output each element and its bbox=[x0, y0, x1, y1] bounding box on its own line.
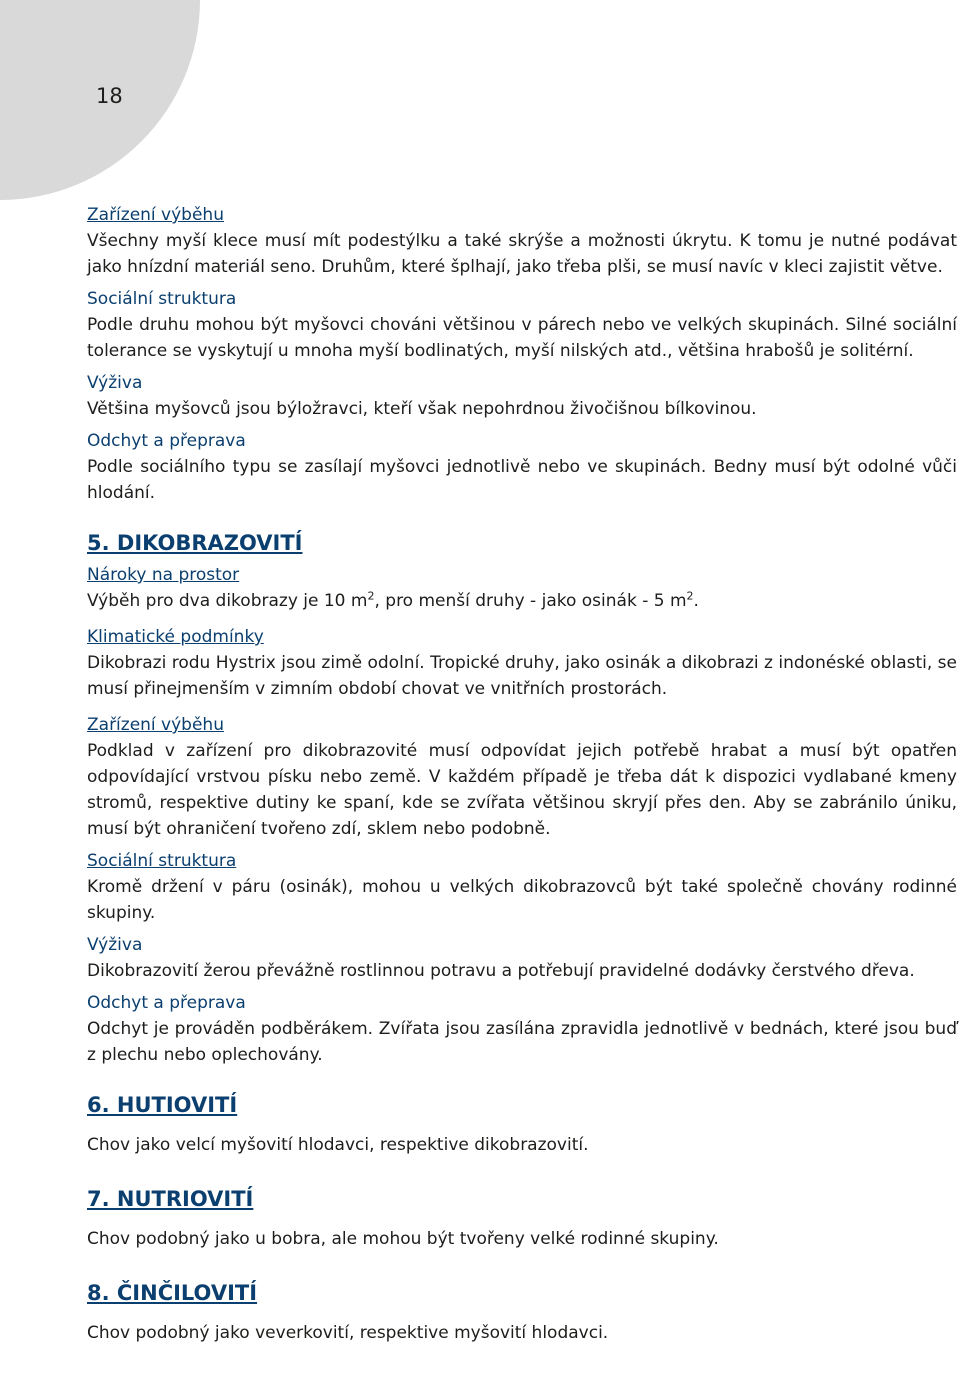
subheading-climate: Klimatické podmínky bbox=[87, 627, 264, 647]
subheading-enclosure: Zařízení výběhu bbox=[87, 205, 224, 225]
paragraph: Dikobrazi rodu Hystrix jsou zimě odolní. Tropické druhy, jako osinák a dikobrazi z indonéské oblasti, se musí přinejmenším v zimním období chovat ve vnitřních prostorách. bbox=[87, 653, 957, 699]
paragraph: Chov jako velcí myšovití hlodavci, respektive dikobrazovití. bbox=[87, 1135, 589, 1155]
paragraph: Všechny myší klece musí mít podestýlku a také skrýše a možnosti úkrytu. K tomu je nutné podávat jako hnízdní materiál seno. Druhům, které šplhají, jako třeba plši, se musí navíc v kleci zajistit větve. bbox=[87, 231, 957, 277]
subheading-nutrition: Výživa bbox=[87, 373, 143, 393]
subheading-enclosure: Zařízení výběhu bbox=[87, 715, 224, 735]
section-heading-6: 6. HUTIOVITÍ bbox=[87, 1093, 238, 1117]
subheading-transport: Odchyt a přeprava bbox=[87, 993, 246, 1013]
paragraph: Odchyt je prováděn podběrákem. Zvířata jsou zasílána zpravidla jednotlivě v bednách, které jsou buď z plechu nebo oplechovány. bbox=[87, 1019, 957, 1065]
paragraph: Dikobrazovití žerou převážně rostlinnou potravu a potřebují pravidelné dodávky čerstvého dřeva. bbox=[87, 961, 915, 981]
subheading-space: Nároky na prostor bbox=[87, 565, 240, 585]
section-heading-8: 8. ČINČILOVITÍ bbox=[87, 1281, 258, 1305]
paragraph: Chov podobný jako veverkovití, respektive myšovití hlodavci. bbox=[87, 1323, 609, 1343]
paragraph: Podle druhu mohou být myšovci chováni většinou v párech nebo ve velkých skupinách. Silné sociální tolerance se vyskytují u mnoha myší bodlinatých, myší nilských atd., většina hrabošů je solitérní. bbox=[87, 315, 957, 361]
paragraph: Podklad v zařízení pro dikobrazovité musí odpovídat jejich potřebě hrabat a musí být opatřen odpovídající vrstvou písku nebo země. V každém případě je třeba dát k dispozici vydlabané kmeny stromů, respektive dutiny ke spaní, kde se zvířata většinou skryjí přes den. Aby se zabránilo úniku, musí být ohraničení tvořeno zdí, sklem nebo podobně. bbox=[87, 741, 957, 839]
subheading-nutrition: Výživa bbox=[87, 935, 143, 955]
subheading-social: Sociální struktura bbox=[87, 851, 237, 871]
page-content bbox=[87, 202, 957, 1346]
paragraph: Chov podobný jako u bobra, ale mohou být tvořeny velké rodinné skupiny. bbox=[87, 1229, 719, 1249]
subheading-transport: Odchyt a přeprava bbox=[87, 431, 246, 451]
paragraph: Výběh pro dva dikobrazy je 10 $m^2$, pro menší druhy - jako osinák - 5 $m^2$. bbox=[87, 589, 699, 611]
paragraph: Většina myšovců jsou býložravci, kteří však nepohrdnou živočišnou bílkovinou. bbox=[87, 399, 757, 419]
subheading-social: Sociální struktura bbox=[87, 289, 237, 309]
paragraph: Kromě držení v páru (osinák), mohou u velkých dikobrazovců být také společně chovány rodinné skupiny. bbox=[87, 877, 957, 923]
section-heading-7: 7. NUTRIOVITÍ bbox=[87, 1187, 254, 1211]
page-number: 18 bbox=[96, 84, 123, 108]
section-heading-5: 5. DIKOBRAZOVITÍ bbox=[87, 531, 303, 555]
paragraph: Podle sociálního typu se zasílají myšovci jednotlivě nebo ve skupinách. Bedny musí být odolné vůči hlodání. bbox=[87, 457, 957, 503]
